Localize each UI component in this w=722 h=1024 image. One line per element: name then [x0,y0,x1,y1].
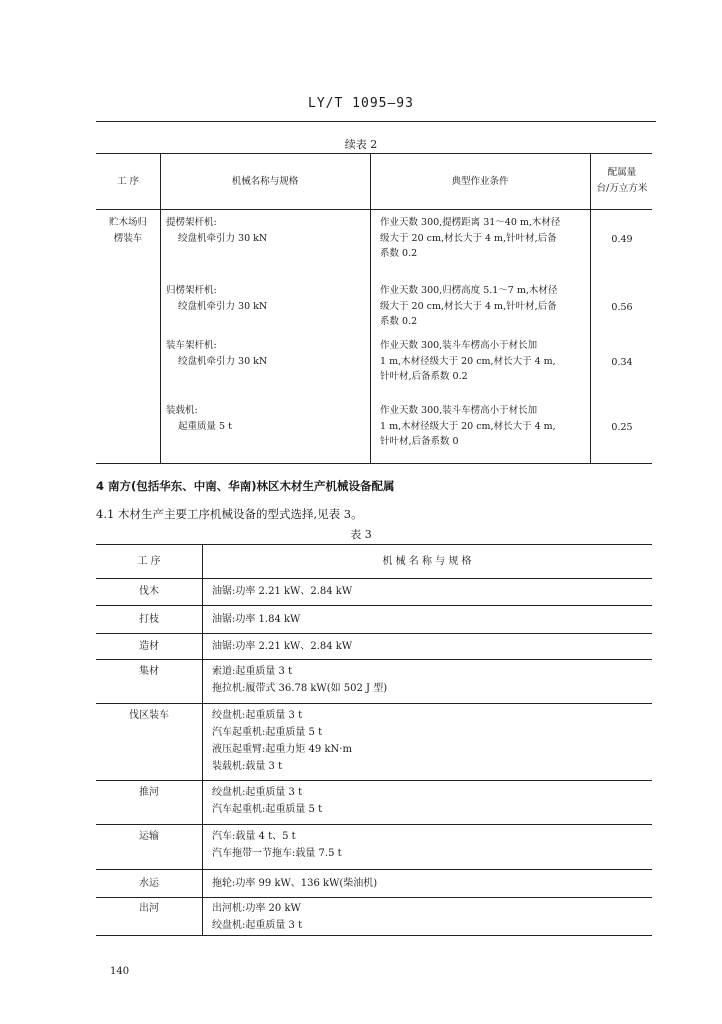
spec-line: 绞盘机:起重质量 3 t [212,920,303,931]
conditions-line: 作业天数 300,装斗车楞高小于材长加 [380,405,538,416]
machine-line: 绞盘机牵引力 30 kN [178,300,268,312]
table3-top-rule [96,544,652,545]
table3-header-spec: 机 械 名 称 与 规 格 [382,556,472,567]
machine-line: 绞盘机牵引力 30 kN [178,355,268,367]
table2-header-machine: 机械名称与规格 [231,176,299,187]
spec-line: 拖拉机:履带式 36.78 kW(如 502 J 型) [212,683,388,694]
table2-header-ratio-line1: 配属量 [607,167,637,178]
table2-header-conditions: 典型作业条件 [451,176,509,187]
table3-process: 集材 [139,666,159,677]
table2-row-ratio: 0.25 [611,422,633,433]
table3-process: 出河 [139,903,159,914]
machine-line: 提楞架杆机: [166,217,217,228]
spec-line: 装载机:载量 3 t [212,761,283,772]
spec-line: 油锯:功率 1.84 kW [212,614,301,625]
spec-line: 绞盘机:起重质量 3 t [212,787,303,798]
spec-line: 油锯:功率 2.21 kW、2.84 kW [212,586,353,597]
table3-row-rule [96,897,652,898]
spec-line: 汽车:载量 4 t、5 t [212,831,296,842]
table3-row-rule [96,633,652,634]
spec-line: 拖轮:功率 99 kW、136 kW(柴油机) [212,878,378,889]
table3-spec [212,663,387,697]
machine-line: 起重质量 5 t [178,420,232,432]
table2-header-process: 工 序 [116,176,140,187]
table3-spec [212,900,302,934]
table3-bottom-rule [96,935,652,936]
spec-line: 绞盘机:起重质量 3 t [212,710,303,721]
table2-process-label-line: 楞装车 [113,232,143,244]
machine-line: 绞盘机牵引力 30 kN [178,232,268,244]
table3-process: 打枝 [139,614,159,625]
table3-process: 运输 [139,831,159,842]
table3-row-rule [96,780,652,781]
table3-row-rule [96,869,652,870]
spec-line: 索道:起重质量 3 t [212,666,293,677]
spec-line: 油锯:功率 2.21 kW、2.84 kW [212,641,353,652]
table3-process: 水运 [139,878,159,889]
table3-row-rule [96,659,652,660]
conditions-line: 针叶材,后备系数 0.2 [380,371,468,382]
conditions-line: 系数 0.2 [380,248,418,259]
conditions-line: 系数 0.2 [380,316,418,327]
table2-row-ratio: 0.49 [611,234,633,245]
standard-code: LY/T 1095—93 [308,96,414,111]
table2-header-ratio-line2: 台/万立方米 [596,182,648,194]
table3-row-rule [96,605,652,606]
spec-line: 汽车起重机:起重质量 5 t [212,727,323,738]
spec-line: 汽车起重机:起重质量 5 t [212,804,323,815]
table3-spec [212,828,342,862]
table3-spec [212,784,322,818]
table3-row-rule [96,703,652,704]
table3-process: 造材 [139,641,159,652]
conditions-line: 级大于 20 cm,材长大于 4 m,针叶材,后备 [380,300,557,312]
table3-process: 伐区装车 [129,710,169,721]
table3-caption: 表 3 [350,528,372,541]
table2-row-ratio: 0.34 [611,357,633,368]
page-number: 140 [110,966,130,977]
spec-line: 液压起重臂:起重力矩 49 kN·m [212,744,352,755]
conditions-line: 1 m,木材径级大于 20 cm,材长大于 4 m, [380,420,556,432]
table3-spec [212,638,352,655]
table3-row-rule [96,824,652,825]
conditions-line: 级大于 20 cm,材长大于 4 m,针叶材,后备 [380,232,557,244]
table3-header-process: 工 序 [137,556,161,567]
table3-spec [212,583,352,600]
table3-process: 伐木 [139,586,159,597]
table3-spec [212,707,352,775]
conditions-line: 1 m,木材径级大于 20 cm,材长大于 4 m, [380,355,556,367]
machine-line: 装车架杆机: [166,340,217,351]
table3-spec [212,875,377,892]
table2-row-ratio: 0.56 [611,302,633,313]
spec-line: 汽车拖带一节拖车:载量 7.5 t [212,848,342,859]
table2-process-label-line: 贮木场归 [108,217,147,228]
section-4-heading: 4 南方(包括华东、中南、华南)林区木材生产机械设备配属 [96,479,395,493]
table2-caption: 续表 2 [344,138,378,151]
spec-line: 出河机:功率 20 kW [212,903,301,914]
conditions-line: 作业天数 300,装斗车楞高小于材长加 [380,340,538,351]
conditions-line: 作业天数 300,归楞高度 5.1～7 m,木材径 [380,285,558,296]
table3-spec [212,611,300,628]
table3-header-rule [96,578,652,579]
section-4-1-text: 4.1 木材生产主要工序机械设备的型式选择,见表 3。 [96,507,363,521]
machine-line: 装载机: [166,405,198,416]
table3-process: 推河 [139,787,159,798]
conditions-line: 作业天数 300,提楞距离 31～40 m,木材径 [380,217,561,228]
conditions-line: 针叶材,后备系数 0 [380,436,459,447]
table3-col-divider [202,544,203,935]
machine-line: 归楞架杆机: [166,285,217,296]
